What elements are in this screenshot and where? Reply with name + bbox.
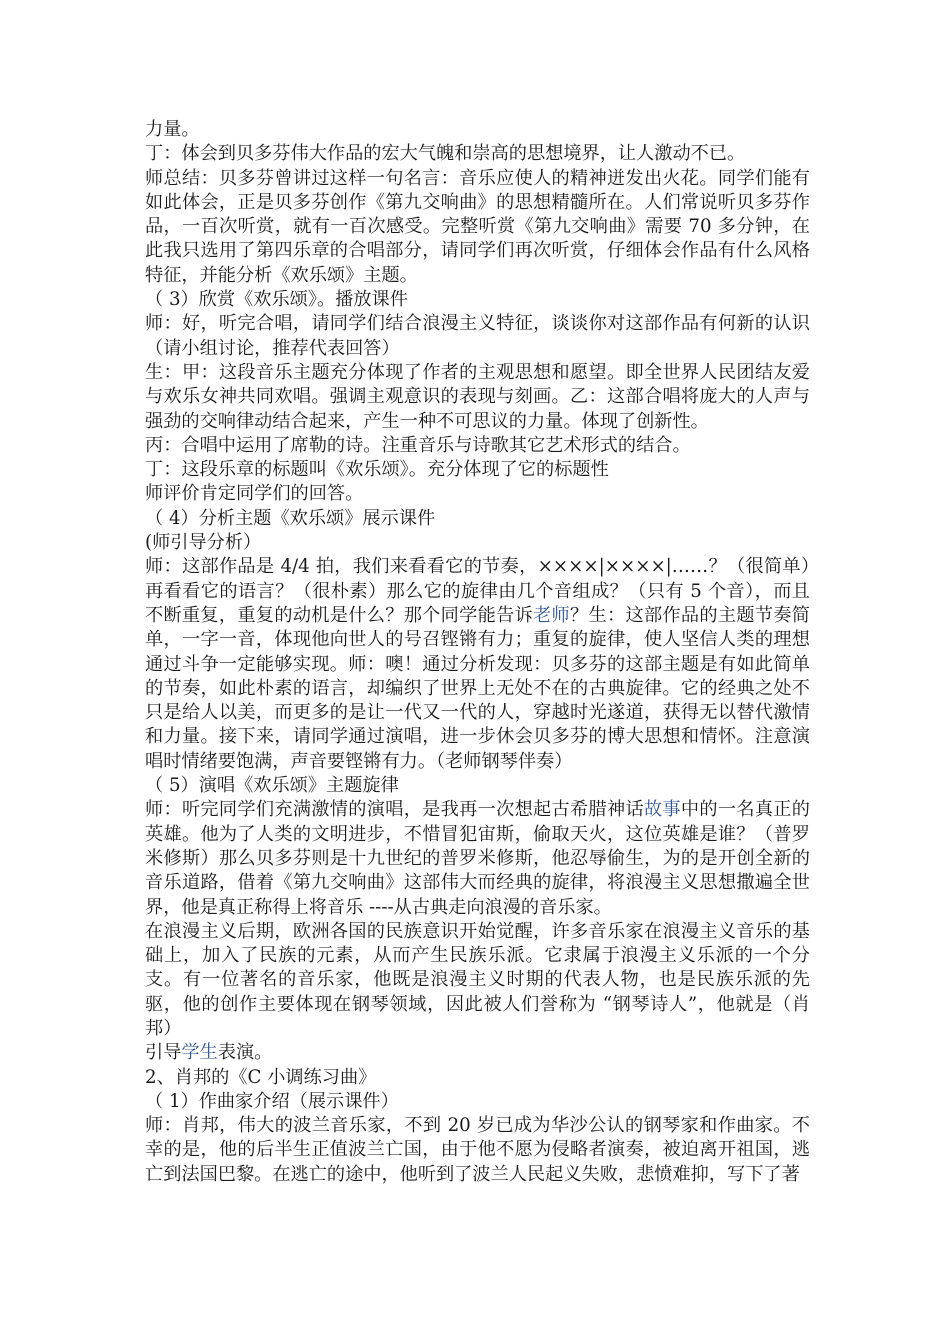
paragraph <box>145 482 810 506</box>
text-run: 引导 <box>145 1042 182 1064</box>
text-run: 表演。 <box>217 1042 273 1064</box>
text-run: 丁：体会到贝多芬伟大作品的宏大气魄和崇高的思想境界，让人激动不已。 <box>145 143 746 165</box>
text-run: 师：肖邦，伟大的波兰音乐家，不到 20 岁已成为华沙公认的钢琴家和作曲家。不幸的是，他的后半生正值波兰亡国，由于他不愿为侵略者演奏，被迫离开祖国，逃亡到法国巴黎。在逃亡的途中，他听到了波兰人民起义失败，悲愤难抑，写下了著 <box>145 1115 810 1185</box>
text-run: （ 4）分析主题《欢乐颂》展示课件 <box>145 507 436 529</box>
paragraph <box>145 142 810 166</box>
paragraph <box>145 1114 810 1187</box>
text-run: 师总结：贝多芬曾讲过这样一句名言：音乐应使人的精神迸发出火花。同学们能有如此体会，正是贝多芬创作《第九交响曲》的思想精髓所在。人们常说听贝多芬作品，一百次听赏，就有一百次感受。完整听赏《第九交响曲》需要 70 多分钟，在此我只选用了第四乐章的合唱部分，请同学们再次听赏，仔细体会作品有什么风格特征，并能分析《欢乐颂》主题。 <box>145 167 810 286</box>
text-run: 中的一名真正的英雄。他为了人类的文明进步，不惜冒犯宙斯，偷取天火，这位英雄是谁？（普罗米修斯）那么贝多芬则是十九世纪的普罗米修斯，他忍辱偷生，为的是开创全新的音乐道路，借着《第九交响曲》这部伟大而经典的旋律，将浪漫主义思想撒遍全世界，他是真正称得上将音乐 ----从古典走向浪漫的音乐家。 <box>145 799 810 918</box>
paragraph <box>145 920 810 1041</box>
paragraph <box>145 361 810 434</box>
text-run: （ 5）演唱《欢乐颂》主题旋律 <box>145 775 399 797</box>
paragraph <box>145 1041 810 1065</box>
paragraph <box>145 118 810 142</box>
paragraph <box>145 798 810 919</box>
paragraph <box>145 434 810 458</box>
text-run: 丙：合唱中运用了席勒的诗。注重音乐与诗歌其它艺术形式的结合。 <box>145 434 691 456</box>
text-run: 在浪漫主义后期，欧洲各国的民族意识开始觉醒，许多音乐家在浪漫主义音乐的基础上，加入了民族的元素，从而产生民族乐派。它隶属于浪漫主义乐派的一个分支。有一位著名的音乐家，他既是浪漫主义时期的代表人物，也是民族乐派的先驱，他的创作主要体现在钢琴领域，因此被人们誉称为 “钢琴诗人”，他就是（肖邦） <box>145 920 810 1039</box>
inline-link[interactable]: 学生 <box>181 1042 218 1064</box>
paragraph <box>145 1090 810 1114</box>
paragraph <box>145 312 810 361</box>
text-run: 力量。 <box>145 119 200 140</box>
text-run: 师：好，听完合唱，请同学们结合浪漫主义特征，谈谈你对这部作品有何新的认识（请小组讨论，推荐代表回答） <box>145 313 810 359</box>
text-run: (师引导分析） <box>145 532 262 554</box>
paragraph <box>145 167 810 288</box>
inline-link[interactable]: 故事 <box>643 799 681 821</box>
text-run: 师：这部作品是 4/4 拍，我们来看看它的节奏，××××|××××|……？（很简单）再看看它的语言？（很朴素）那么它的旋律由几个音组成？（只有 5 个音），而且不断重复，重复的动机是什么？那个同学能告诉 <box>145 556 810 626</box>
text-run: 丁：这段乐章的标题叫《欢乐颂》。充分体现了它的标题性 <box>145 459 609 481</box>
text-run: 师：听完同学们充满激情的演唱，是我再一次想起古希腊神话 <box>145 799 644 821</box>
paragraph <box>145 288 810 312</box>
text-run: 2、肖邦的《C 小调练习曲》 <box>145 1066 377 1088</box>
text-run: （ 1）作曲家介绍（展示课件） <box>145 1090 399 1112</box>
paragraph <box>145 1066 810 1090</box>
text-run: （ 3）欣赏《欢乐颂》。播放课件 <box>145 289 408 311</box>
text-run: ？生：这部作品的主题节奏简单，一字一音，体现他向世人的号召铿锵有力；重复的旋律，使人坚信人类的理想通过斗争一定能够实现。师：噢！通过分析发现：贝多芬的这部主题是有如此简单的节奏，如此朴素的语言，却编织了世界上无处不在的古典旋律。它的经典之处不只是给人以美，而更多的是让一代又一代的人，穿越时光遂道，获得无以替代激情和力量。接下来，请同学通过演唱，进一步休会贝多芬的博大思想和情怀。注意演唱时情绪要饱满，声音要铿锵有力。（老师钢琴伴奏） <box>145 604 810 772</box>
paragraph <box>145 507 810 531</box>
text-run: 生：甲：这段音乐主题充分体现了作者的主观思想和愿望。即全世界人民团结友爱与欢乐女神共同欢唱。强调主观意识的表现与刻画。乙：这部合唱将庞大的人声与强劲的交响律动结合起来，产生一种不可思议的力量。体现了创新性。 <box>145 361 810 432</box>
paragraph <box>145 458 810 482</box>
text-run: 师评价肯定同学们的回答。 <box>145 483 364 505</box>
document-page <box>145 118 810 1187</box>
paragraph <box>145 774 810 798</box>
paragraph <box>145 531 810 555</box>
paragraph <box>145 555 810 774</box>
inline-link[interactable]: 老师 <box>533 604 571 626</box>
